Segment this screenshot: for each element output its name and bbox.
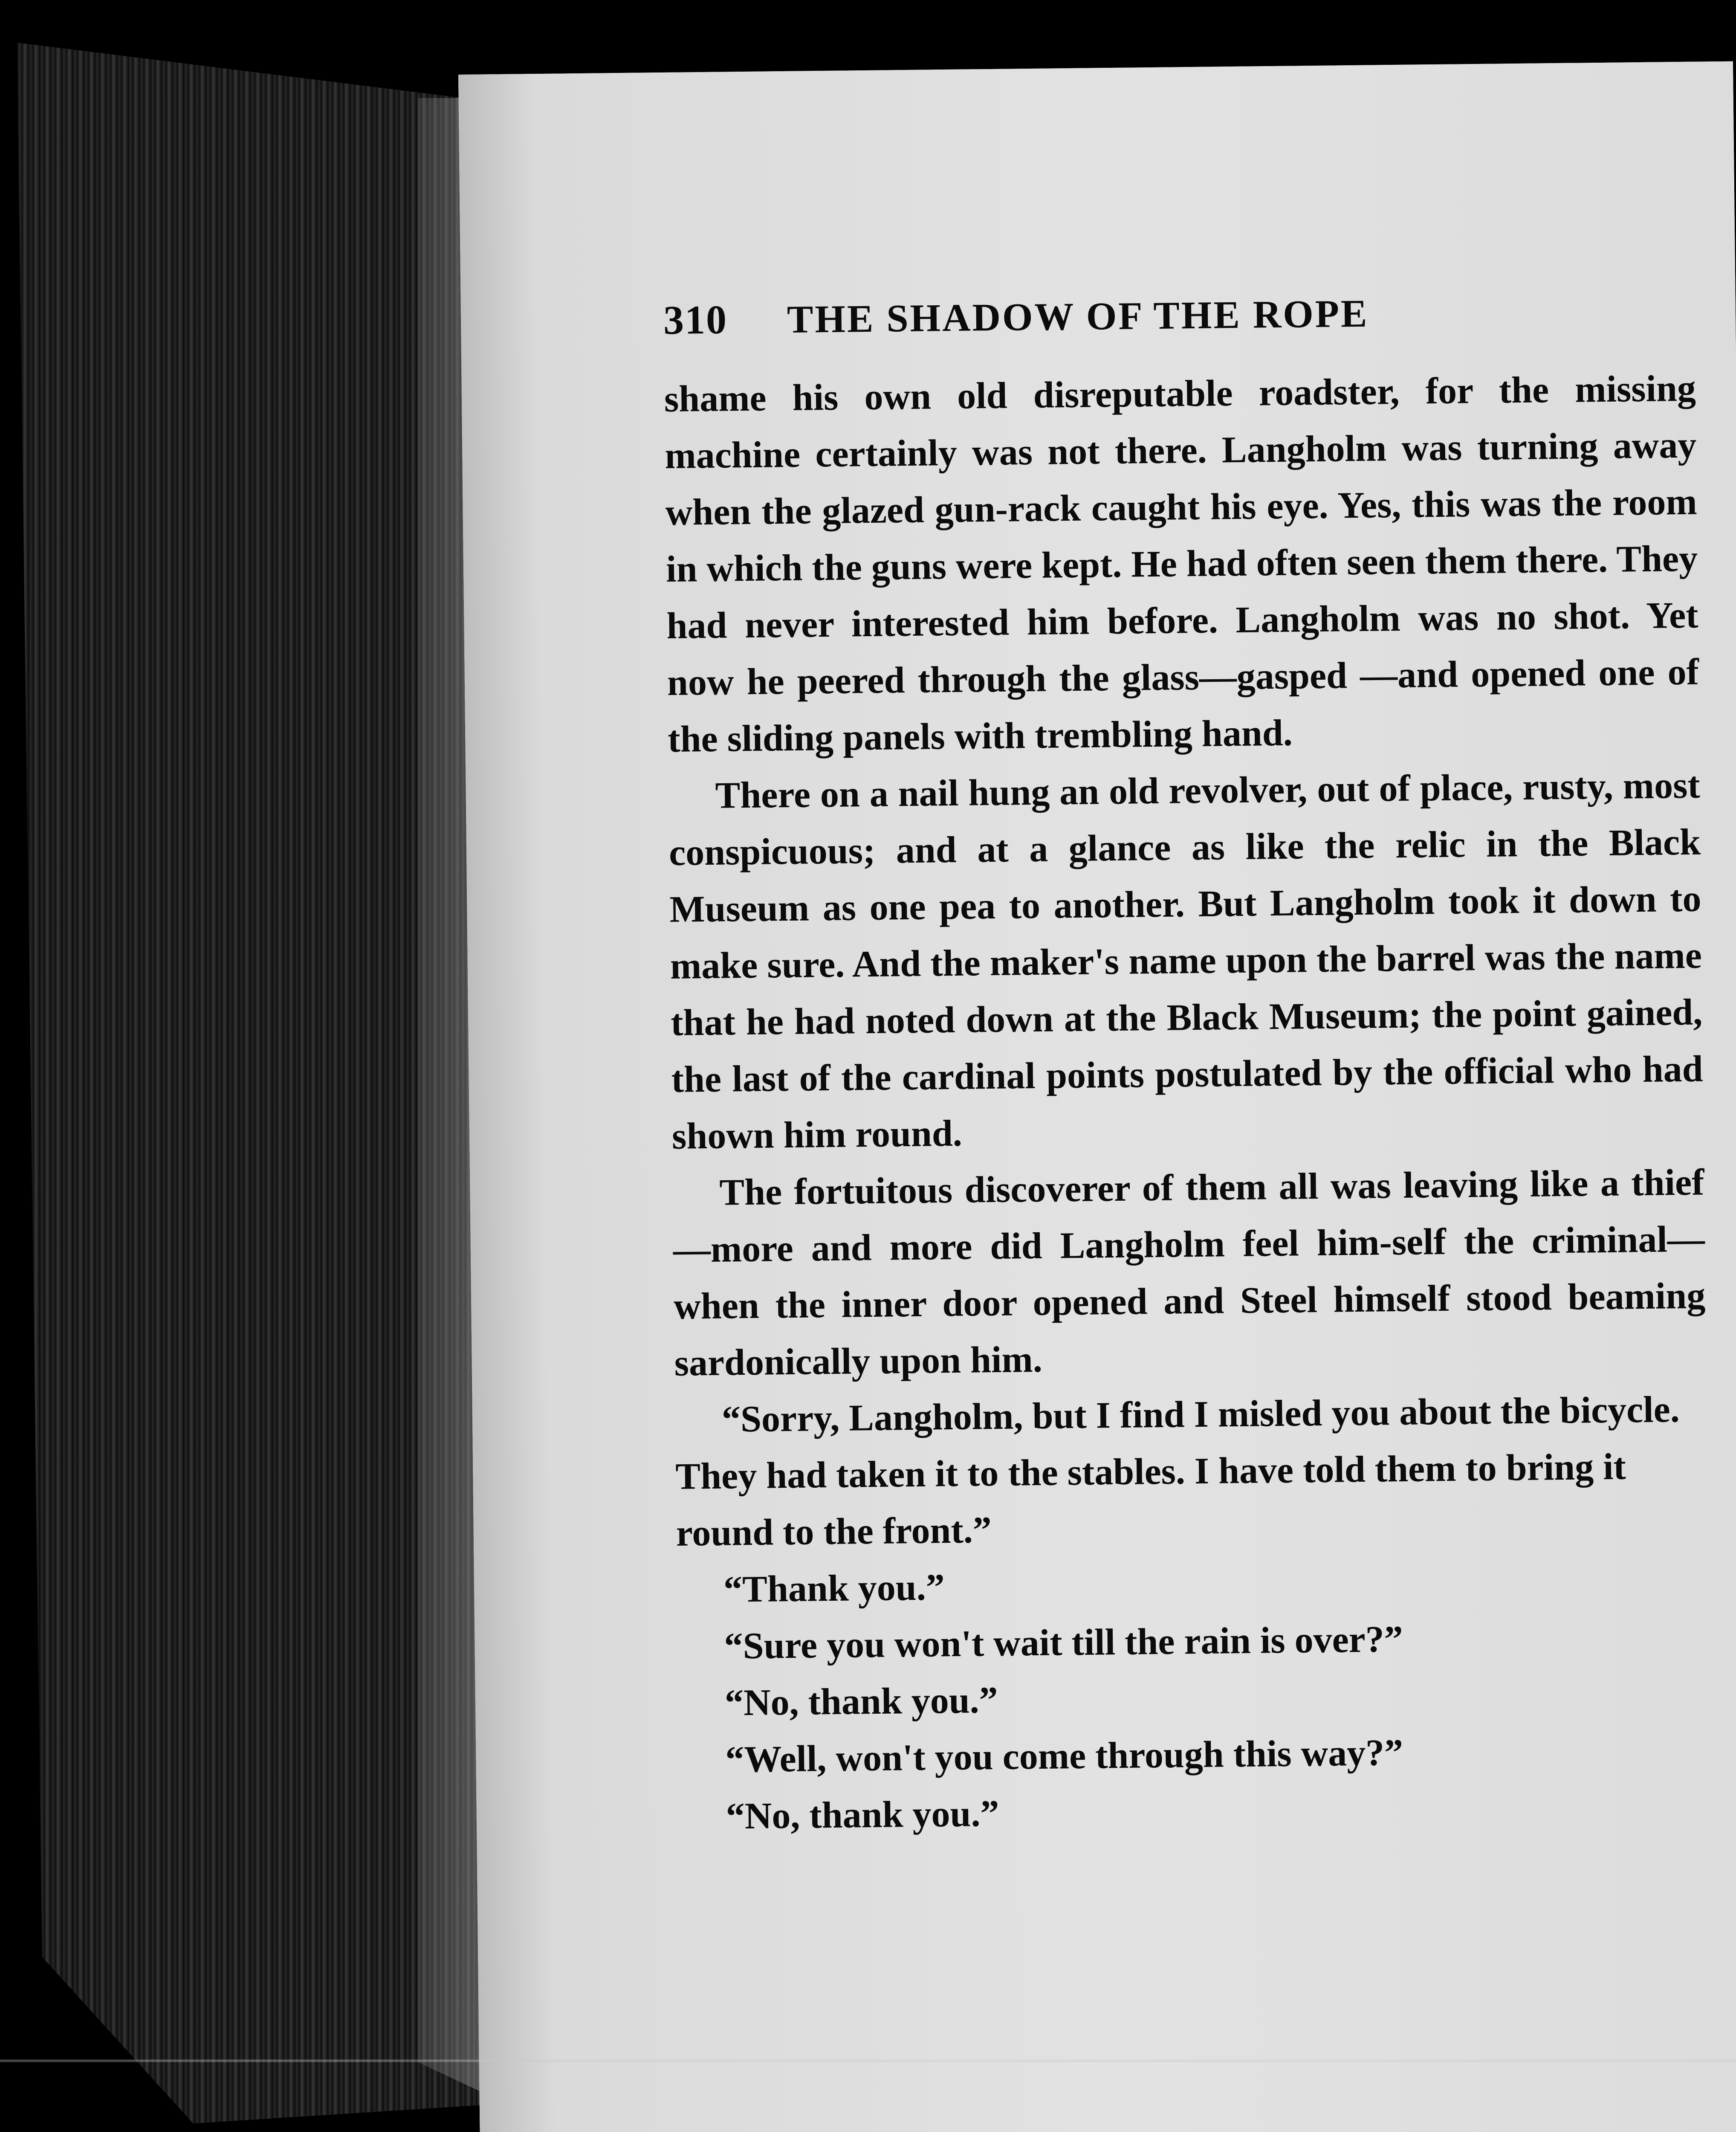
page-number: 310	[663, 296, 728, 343]
dialogue-line: “No, thank you.”	[726, 1793, 999, 1837]
dialogue-line: “Sorry, Langholm, but I find I misled you about the bicycle. They had taken it to the stables. I have told them to bring it round to the front.”	[675, 1389, 1680, 1554]
paragraph-continued: shame his own old disreputable roadster, for the missing machine certainly was not there. Langholm was turning away when the glazed gun-rack caught his eye. Yes, this was the room in which the guns were kept. He had often seen them there. They had never interested him before. Langholm was no shot. Yet now he peered through the glass—gasped —and opened one of the sliding panels with trembling hand.	[664, 368, 1699, 760]
paragraph-revolver: There on a nail hung an old revolver, out of place, rusty, most conspicuous; and at a glance as like the relic in the Black Museum as one pea to another. But Langholm took it down to make sure. And the maker's name upon the barrel was the name that he had noted down at the Black Museum; the point gained, the last of the cardinal points postulated by the official who had shown him round.	[668, 765, 1704, 1157]
dialogue-line: “Well, won't you come through this way?”	[725, 1732, 1403, 1781]
page-header	[663, 287, 1601, 356]
dialogue-line: “No, thank you.”	[724, 1679, 998, 1724]
paragraph-discoverer: The fortuitous discoverer of them all was leaving like a thief—more and more did Langholm feel him-self the criminal—when the inner door opened and Steel himself stood beaming sardonically upon him.	[673, 1162, 1706, 1384]
dialogue-line: “Thank you.”	[723, 1567, 945, 1611]
running-title: THE SHADOW OF THE ROPE	[787, 291, 1369, 341]
dialogue-line: “Sure you won't wait till the rain is over?”	[724, 1619, 1403, 1667]
body-text	[664, 360, 1711, 1845]
book-page	[458, 61, 1736, 2132]
scan-artifact-line	[0, 2060, 1736, 2062]
